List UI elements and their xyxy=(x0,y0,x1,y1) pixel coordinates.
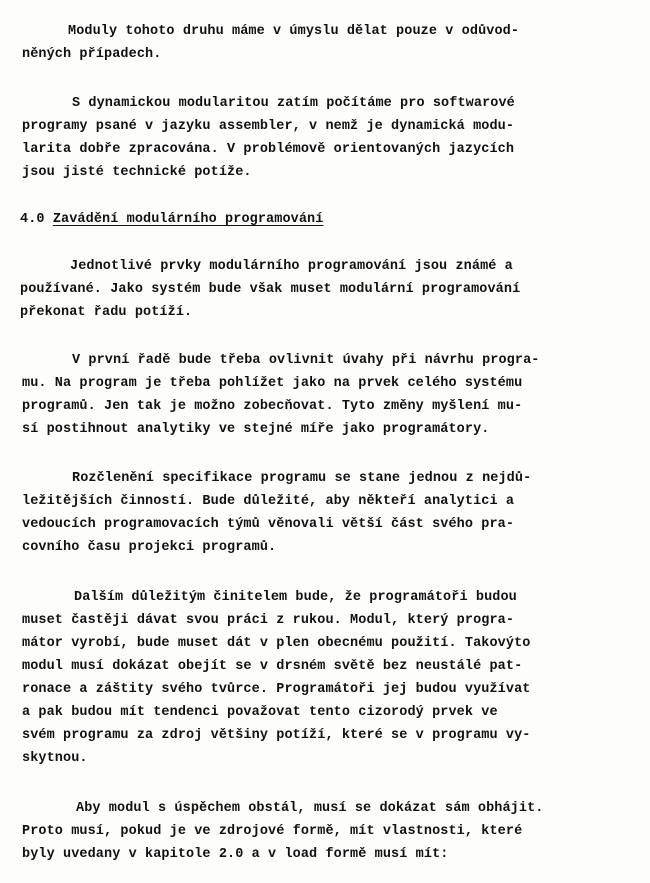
text-line: Jednotlivé prvky modulárního programování jsou známé a xyxy=(70,259,513,274)
text-line: larita dobře zpracována. V problémově orientovaných jazycích xyxy=(22,142,515,157)
text-line: svém programu za zdroj většiny potíží, které se v programu vy- xyxy=(22,728,531,743)
text-line: Proto musí, pokud je ve zdrojové formě, mít vlastnosti, které xyxy=(22,824,523,839)
text-line: vedoucích programovacích týmů věnovali větší část svého pra- xyxy=(22,517,515,532)
text-line: Dalším důležitým činitelem bude, že programátoři budou xyxy=(74,590,517,605)
text-line: byly uvedany v kapitole 2.0 a v load formě musí mít: xyxy=(22,847,449,862)
text-line: používané. Jako systém bude však muset modulární programování xyxy=(20,282,521,297)
text-line: S dynamickou modularitou zatím počítáme pro softwarové xyxy=(72,96,515,111)
text-line: covního času projekci programů. xyxy=(22,540,277,555)
text-line: Moduly tohoto druhu máme v úmyslu dělat pouze v odůvod- xyxy=(68,24,520,39)
text-line: programy psané v jazyku assembler, v nemž je dynamická modu- xyxy=(22,119,515,134)
text-line: mátor vyrobí, bude muset dát v plen obecnému použití. Takovýto xyxy=(22,636,531,651)
section-heading xyxy=(20,212,323,228)
text-line: Rozčlenění specifikace programu se stane jednou z nejdů- xyxy=(72,471,532,486)
text-line: ležitějších činností. Bude důležité, aby někteří analytici a xyxy=(22,494,515,509)
text-line: skytnou. xyxy=(22,751,88,766)
section-number: 4.0 xyxy=(20,212,45,227)
text-line: muset častěji dávat svou práci z rukou. Modul, který progra- xyxy=(22,613,515,628)
text-line: překonat řadu potíží. xyxy=(20,305,193,320)
section-title: Zavádění modulárního programování xyxy=(52,212,324,227)
text-line: Aby modul s úspěchem obstál, musí se dokázat sám obhájit. xyxy=(76,801,544,816)
text-line: V první řadě bude třeba ovlivnit úvahy při návrhu progra- xyxy=(72,353,540,368)
text-line: něných případech. xyxy=(22,47,162,62)
text-line: sí postihnout analytiky ve stejné míře jako programátory. xyxy=(22,422,490,437)
text-line: jsou jisté technické potíže. xyxy=(22,165,252,180)
text-line: mu. Na program je třeba pohlížet jako na prvek celého systému xyxy=(22,376,523,391)
text-line: a pak budou mít tendenci považovat tento cizorodý prvek ve xyxy=(22,705,498,720)
text-line: ronace a záštity svého tvůrce. Programátoři jej budou využívat xyxy=(22,682,531,697)
text-line: programů. Jen tak je možno zobecňovat. Tyto změny myšlení mu- xyxy=(22,399,523,414)
text-line: modul musí dokázat obejít se v drsném světě bez neustálé pat- xyxy=(22,659,523,674)
